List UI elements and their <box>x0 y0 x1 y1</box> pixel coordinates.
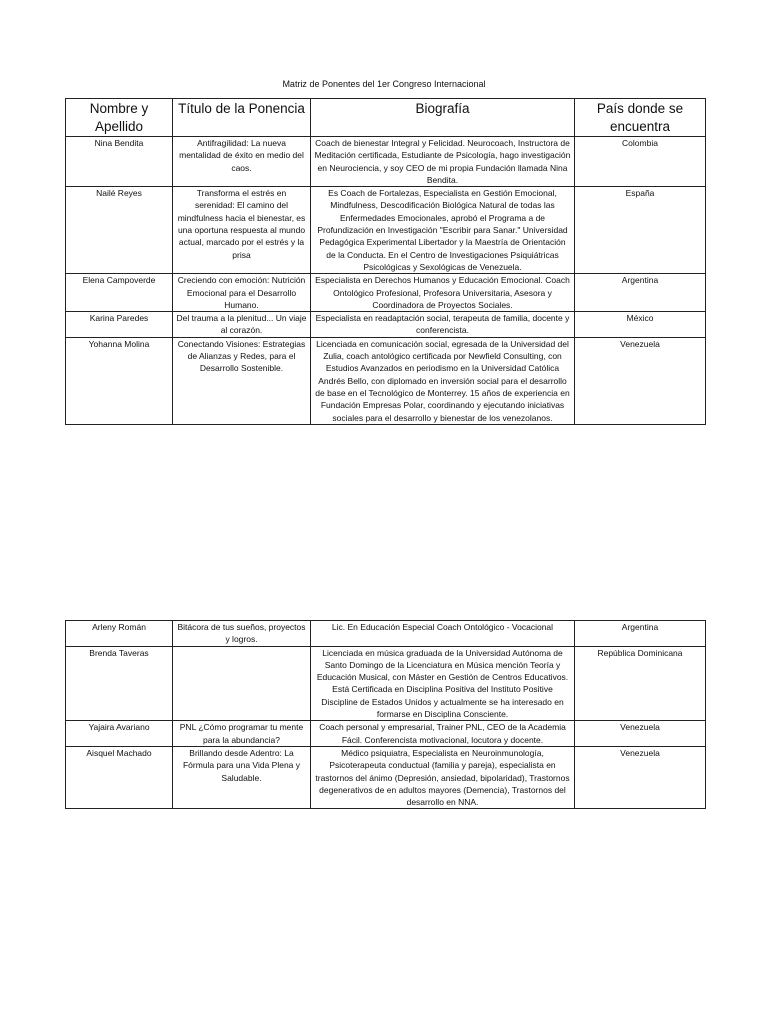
talk-title: Conectando Visiones: Estrategias de Alianzas y Redes, para el Desarrollo Sostenible. <box>173 337 311 424</box>
talk-title: Antifragilidad: La nueva mentalidad de éxito en medio del caos. <box>173 137 311 187</box>
talk-title: Creciendo con emoción: Nutrición Emocional para el Desarrollo Humano. <box>173 274 311 312</box>
speaker-name: Elena Campoverde <box>66 274 173 312</box>
speaker-bio: Es Coach de Fortalezas, Especialista en Gestión Emocional, Mindfulness, Descodificación Biológica Natural de todas las Enfermedades Emocionales, aprobó el Programa a de Profundización en Investigación "Escribir para Sanar." Universidad Pedagógica Experimental Libertador y la Maestría de Orientación de la Conducta. En el Centro de Investigaciones Psiquiátricas Psicológicas y Sexológicas de Venezuela. <box>311 187 575 274</box>
speaker-bio: Lic. En Educación Especial Coach Ontológico - Vocacional <box>311 621 575 647</box>
talk-title: Brillando desde Adentro: La Fórmula para una Vida Plena y Saludable. <box>173 746 311 808</box>
table-row <box>66 274 706 312</box>
speaker-country: México <box>575 312 706 338</box>
table-row <box>66 621 706 647</box>
speaker-bio: Especialista en Derechos Humanos y Educación Emocional. Coach Ontológico Profesional, Profesora Universitaria, Asesora y Coordinadora de Proyectos Sociales. <box>311 274 575 312</box>
speaker-name: Yohanna Molina <box>66 337 173 424</box>
speaker-country: Venezuela <box>575 337 706 424</box>
header-title: Título de la Ponencia <box>173 99 311 137</box>
speakers-table-2 <box>65 620 706 809</box>
speakers-table-1 <box>65 98 706 425</box>
speaker-country: Argentina <box>575 274 706 312</box>
table-header-row <box>66 99 706 137</box>
talk-title: Del trauma a la plenitud... Un viaje al corazón. <box>173 312 311 338</box>
table-row <box>66 187 706 274</box>
speaker-name: Nina Bendita <box>66 137 173 187</box>
header-country: País donde se encuentra <box>575 99 706 137</box>
speaker-country: República Dominicana <box>575 646 706 721</box>
speaker-bio: Licenciada en comunicación social, egresada de la Universidad del Zulia, coach antológico certificada por Newfield Consulting, con Estudios Avanzados en periodismo en la Universidad Católica Andrés Bello, con diplomado en inversión social para el desarrollo de base en el Tecnológico de Monterrey. 15 años de experiencia en Fundación Empresas Polar, coordinando y ejecutando iniciativas sociales para el desarrollo y bienestar de los venezolanos. <box>311 337 575 424</box>
table-row <box>66 137 706 187</box>
header-bio: Biografía <box>311 99 575 137</box>
speaker-name: Arleny Román <box>66 621 173 647</box>
talk-title: PNL ¿Cómo programar tu mente para la abundancia? <box>173 721 311 747</box>
speaker-bio: Médico psiquiatra, Especialista en Neuroinmunología, Psicoterapeuta conductual (familia y pareja), especialista en trastornos del ánimo (Depresión, ansiedad, bipolaridad), Trastornos degenerativos de en adultos mayores (Demencia), Trastornos del desarrollo en NNA. <box>311 746 575 808</box>
speaker-country: Colombia <box>575 137 706 187</box>
speaker-bio: Especialista en readaptación social, terapeuta de familia, docente y conferencista. <box>311 312 575 338</box>
talk-title: Transforma el estrés en serenidad: El camino del mindfulness hacia el bienestar, es una oportuna respuesta al mundo actual, marcado por el estrés y la prisa <box>173 187 311 274</box>
talk-title: Bitácora de tus sueños, proyectos y logros. <box>173 621 311 647</box>
speaker-country: Argentina <box>575 621 706 647</box>
speaker-bio: Coach personal y empresarial, Trainer PNL, CEO de la Academia Fácil. Conferencista motivacional, locutora y docente. <box>311 721 575 747</box>
table-row <box>66 721 706 747</box>
speaker-country: Venezuela <box>575 721 706 747</box>
speaker-bio: Coach de bienestar Integral y Felicidad. Neurocoach, Instructora de Meditación certificada, Estudiante de Psicología, hago investigación en Neurociencia, y soy CEO de mi propia Fundación llamada Nina Bendita. <box>311 137 575 187</box>
speaker-country: Venezuela <box>575 746 706 808</box>
talk-title <box>173 646 311 721</box>
speaker-name: Brenda Taveras <box>66 646 173 721</box>
table-row <box>66 312 706 338</box>
speaker-name: Karina Paredes <box>66 312 173 338</box>
speaker-bio: Licenciada en música graduada de la Universidad Autónoma de Santo Domingo de la Licenciatura en Música mención Teoría y Educación Musical, con Máster en Gestión de Centros Educativos. Está Certificada en Disciplina Positiva del Instituto Positive Discipline de Estados Unidos y actualmente se ha interesado en formarse en Disciplina Consciente. <box>311 646 575 721</box>
speaker-name: Yajaira Avariano <box>66 721 173 747</box>
speaker-name: Nailé Reyes <box>66 187 173 274</box>
header-name: Nombre y Apellido <box>66 99 173 137</box>
document-title: Matriz de Ponentes del 1er Congreso Internacional <box>282 79 486 89</box>
table-row <box>66 646 706 721</box>
table-row <box>66 337 706 424</box>
speaker-name: Aisquel Machado <box>66 746 173 808</box>
table-row <box>66 746 706 808</box>
speaker-country: España <box>575 187 706 274</box>
